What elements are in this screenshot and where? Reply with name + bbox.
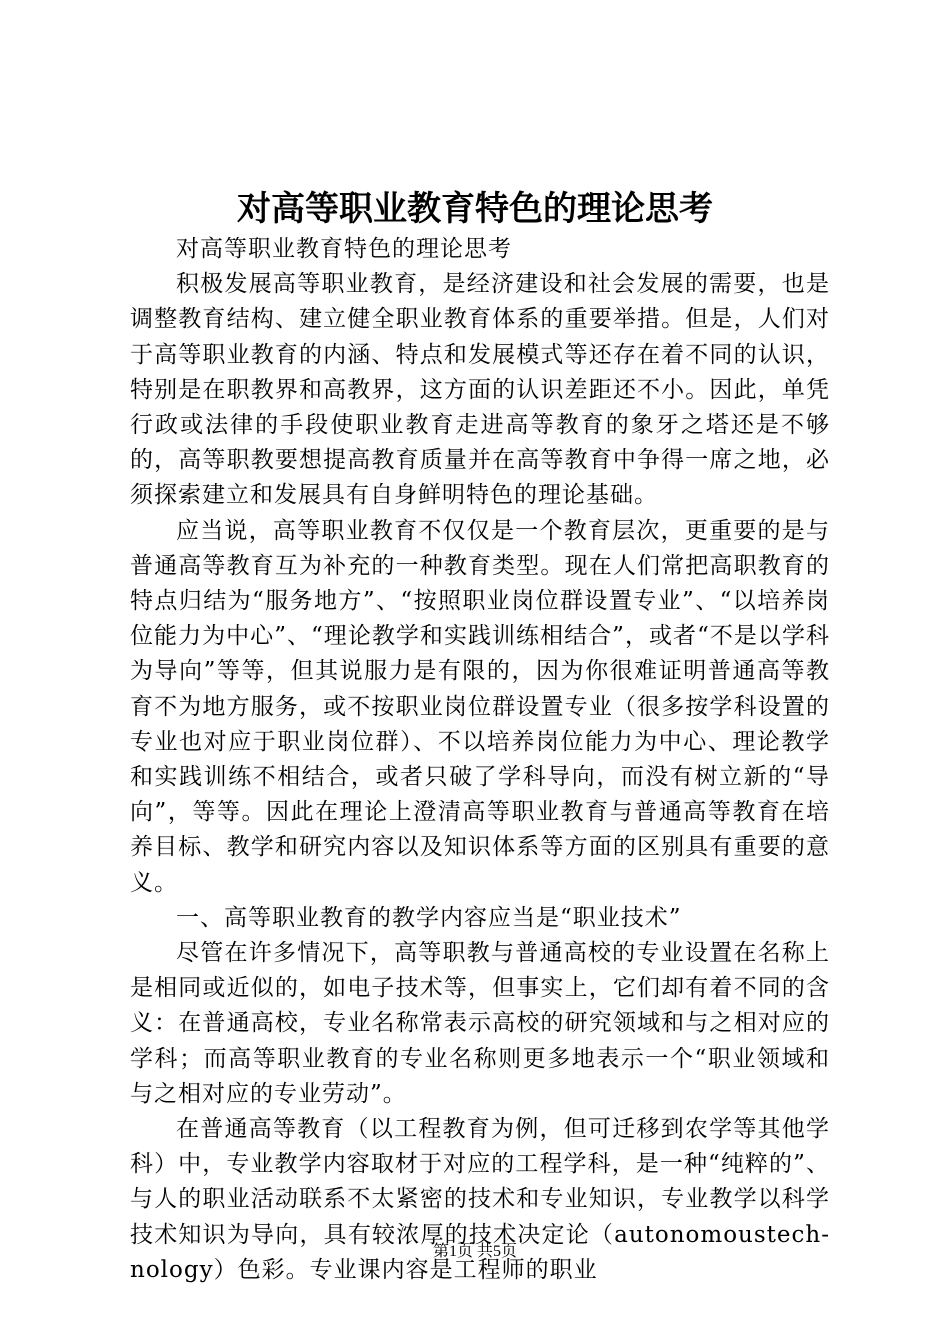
paragraph: 应当说，高等职业教育不仅仅是一个教育层次，更重要的是与普通高等教育互为补充的一种教育类型。现在人们常把高职教育的特点归结为“服务地方”、“按照职业岗位群设置专业”、“以培养岗位能力为中心”、“理论教学和实践训练相结合”，或者“不是以学科为导向”等等，但其说服力是有限的，因为你很难证明普通高等教育不为地方服务，或不按职业岗位群设置专业（很多按学科设置的专业也对应于职业岗位群）、不以培养岗位能力为中心、理论教学和实践训练不相结合，或者只破了学科导向，而没有树立新的“导向”，等等。因此在理论上澄清高等职业教育与普通高等教育在培养目标、教学和研究内容以及知识体系等方面的区别具有重要的意义。 [130,517,830,896]
paragraph: 尽管在许多情况下，高等职教与普通高校的专业设置在名称上是相同或近似的，如电子技术等，但事实上，它们却有着不同的含义：在普通高校，专业名称常表示高校的研究领域和与之相对应的学科；而高等职业教育的专业名称则更多地表示一个“职业领域和与之相对应的专业劳动”。 [130,940,830,1107]
document-body [130,232,830,1288]
paragraph: 积极发展高等职业教育，是经济建设和社会发展的需要，也是调整教育结构、建立健全职业教育体系的重要举措。但是，人们对于高等职业教育的内涵、特点和发展模式等还存在着不同的认识，特别是在职教界和高教界，这方面的认识差距还不小。因此，单凭行政或法律的手段使职业教育走进高等教育的象牙之塔还是不够的，高等职教要想提高教育质量并在高等教育中争得一席之地，必须探索建立和发展具有自身鲜明特色的理论基础。 [130,271,830,509]
paragraph-subtitle: 对高等职业教育特色的理论思考 [176,236,512,262]
section-heading: 一、高等职业教育的教学内容应当是“职业技术” [176,904,682,931]
document-title: 对高等职业教育特色的理论思考 [237,189,713,229]
page-footer: 第1页 共5页 [432,1243,517,1260]
paragraph: 在普通高等教育（以工程教育为例，但可迁移到农学等其他学科）中，专业教学内容取材于对应的工程学科，是一种“纯粹的”、与人的职业活动联系不太紧密的技术和专业知识，专业教学以科学技术知识为导向，具有较浓厚的技术决定论（autonomoustech-nology）色彩。专业课内容是工程师的职业 [130,1116,830,1283]
